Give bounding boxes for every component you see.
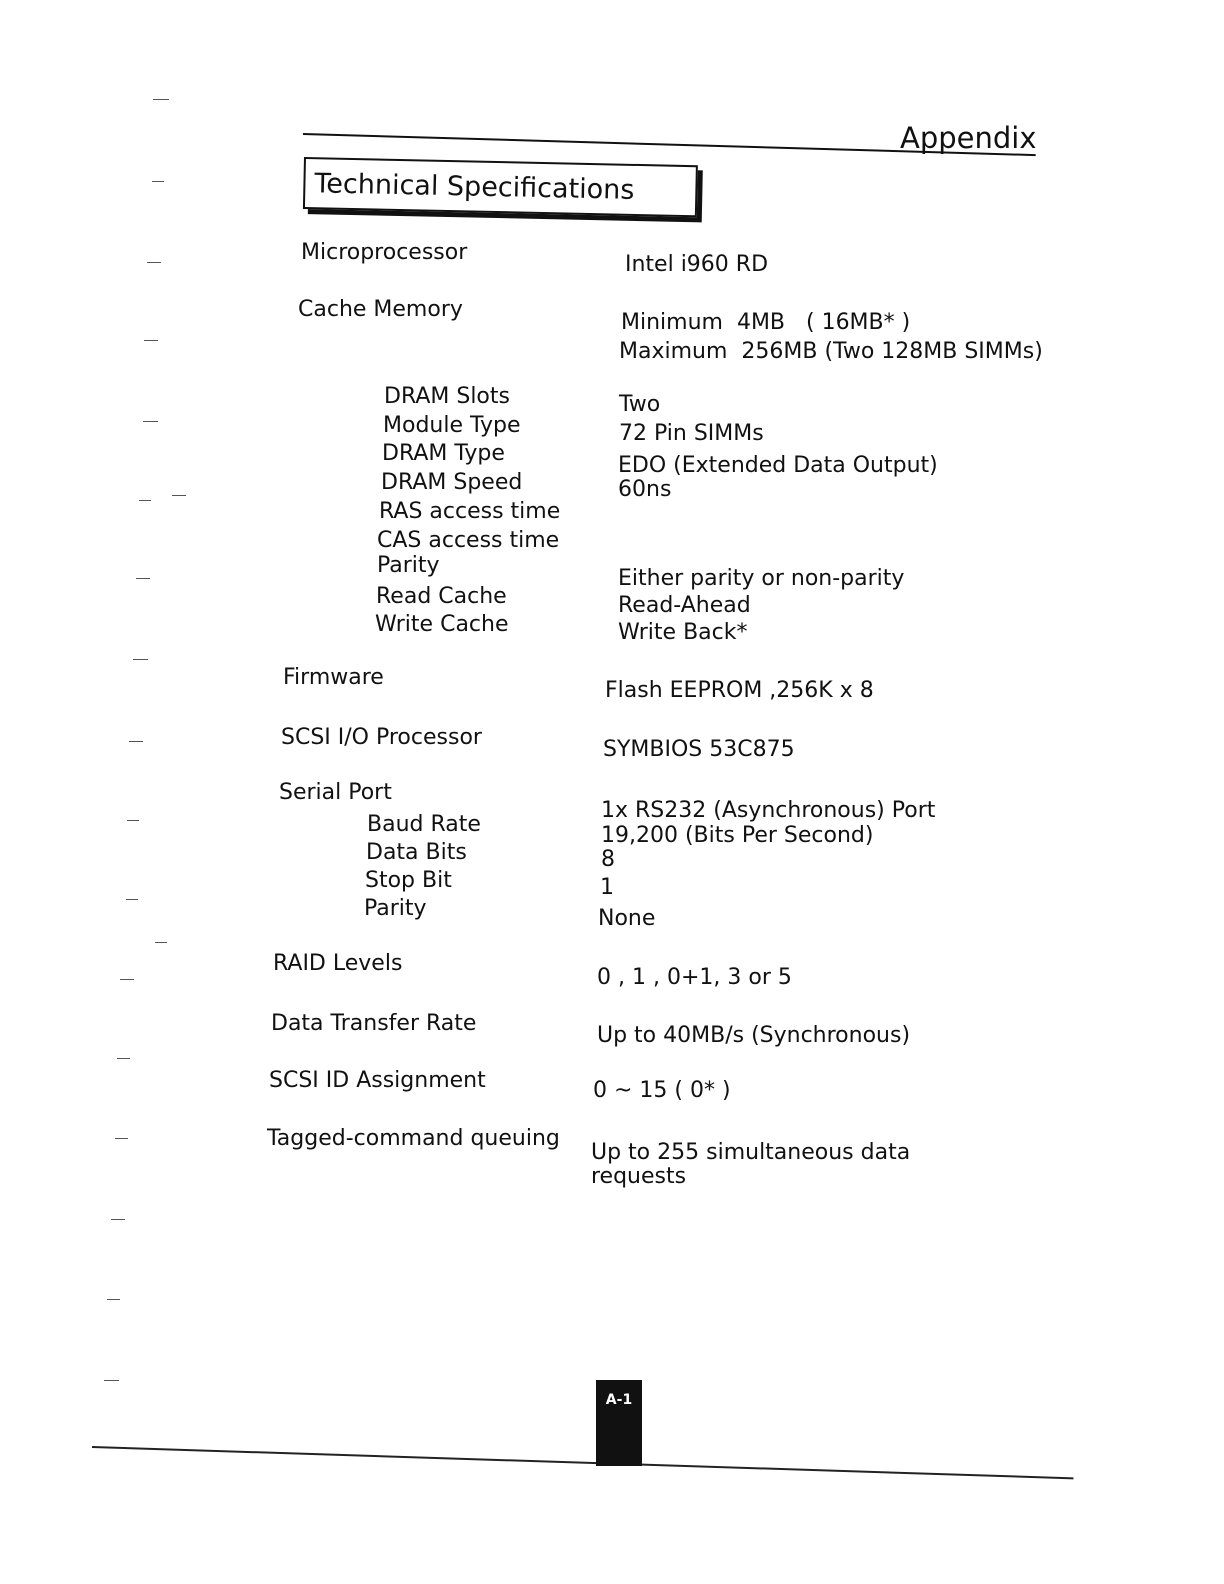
spec-value-serial-parity: None bbox=[598, 906, 656, 931]
page-number-tab bbox=[596, 1380, 642, 1466]
margin-mark bbox=[111, 1219, 125, 1220]
spec-label-raid-levels: RAID Levels bbox=[273, 951, 403, 976]
spec-value-dram-type: EDO (Extended Data Output) bbox=[618, 453, 938, 478]
spec-value-tagged-queuing-line1: Up to 255 simultaneous data bbox=[591, 1140, 911, 1165]
margin-mark bbox=[107, 1299, 120, 1300]
spec-value-firmware: Flash EEPROM ,256K x 8 bbox=[605, 678, 874, 703]
spec-value-read-cache: Read-Ahead bbox=[618, 593, 751, 618]
spec-label-write-cache: Write Cache bbox=[375, 612, 509, 637]
margin-mark bbox=[126, 899, 138, 900]
page-number: A-1 bbox=[605, 1392, 633, 1408]
margin-mark bbox=[127, 820, 139, 821]
page-title: Technical Specifications bbox=[314, 168, 635, 206]
margin-mark bbox=[117, 1058, 130, 1059]
margin-mark bbox=[144, 340, 158, 341]
footer-rule bbox=[92, 1446, 1074, 1479]
margin-mark bbox=[120, 979, 134, 980]
margin-mark bbox=[143, 421, 158, 422]
spec-label-cache-parity: Parity bbox=[377, 553, 440, 578]
spec-value-stop-bit: 1 bbox=[600, 875, 614, 900]
margin-mark bbox=[155, 942, 167, 943]
margin-mark bbox=[152, 181, 164, 182]
spec-label-microprocessor: Microprocessor bbox=[301, 240, 468, 265]
spec-label-serial-port: Serial Port bbox=[279, 780, 392, 805]
spec-label-dram-speed: DRAM Speed bbox=[381, 470, 523, 495]
spec-label-tagged-queuing: Tagged-command queuing bbox=[267, 1126, 560, 1151]
margin-mark bbox=[147, 262, 161, 263]
spec-label-cache-memory: Cache Memory bbox=[298, 297, 463, 322]
spec-label-firmware: Firmware bbox=[283, 665, 384, 690]
spec-value-raid-levels: 0 , 1 , 0+1, 3 or 5 bbox=[597, 965, 792, 990]
spec-label-stop-bit: Stop Bit bbox=[365, 868, 452, 893]
spec-label-dram-type: DRAM Type bbox=[382, 441, 505, 466]
spec-value-module-type: 72 Pin SIMMs bbox=[619, 421, 764, 446]
spec-value-serial-port: 1x RS232 (Asynchronous) Port bbox=[601, 798, 936, 823]
margin-mark bbox=[136, 578, 150, 579]
spec-label-data-bits: Data Bits bbox=[366, 840, 467, 865]
margin-mark bbox=[104, 1380, 119, 1381]
margin-mark bbox=[115, 1138, 128, 1139]
spec-value-baud-rate: 19,200 (Bits Per Second) bbox=[601, 823, 874, 848]
spec-value-dram-speed: 60ns bbox=[618, 477, 672, 502]
spec-label-serial-parity: Parity bbox=[364, 896, 427, 921]
margin-mark bbox=[129, 741, 143, 742]
spec-value-cache-min: Minimum 4MB ( 16MB* ) bbox=[621, 310, 911, 335]
spec-value-transfer-rate: Up to 40MB/s (Synchronous) bbox=[597, 1023, 911, 1048]
spec-label-module-type: Module Type bbox=[383, 413, 521, 438]
spec-label-scsi-io: SCSI I/O Processor bbox=[281, 725, 482, 750]
spec-label-cas-access: CAS access time bbox=[377, 528, 560, 553]
spec-label-ras-access: RAS access time bbox=[379, 499, 561, 524]
margin-mark bbox=[153, 99, 169, 100]
margin-mark bbox=[172, 495, 186, 496]
spec-value-cache-parity: Either parity or non-parity bbox=[618, 566, 905, 591]
margin-mark bbox=[139, 500, 151, 501]
spec-value-scsi-id: 0 ~ 15 ( 0* ) bbox=[593, 1078, 731, 1103]
spec-value-dram-slots: Two bbox=[619, 392, 661, 417]
spec-label-baud-rate: Baud Rate bbox=[367, 812, 481, 837]
spec-value-write-cache: Write Back* bbox=[618, 620, 748, 645]
spec-label-transfer-rate: Data Transfer Rate bbox=[271, 1011, 477, 1036]
spec-value-tagged-queuing-line2: requests bbox=[591, 1164, 687, 1189]
spec-value-microprocessor: Intel i960 RD bbox=[625, 252, 769, 277]
spec-value-cache-max: Maximum 256MB (Two 128MB SIMMs) bbox=[619, 339, 1043, 364]
title-box bbox=[303, 157, 698, 217]
spec-value-data-bits: 8 bbox=[601, 847, 615, 872]
margin-mark bbox=[133, 659, 148, 660]
spec-value-scsi-io: SYMBIOS 53C875 bbox=[603, 737, 795, 762]
spec-label-read-cache: Read Cache bbox=[376, 584, 507, 609]
spec-label-scsi-id: SCSI ID Assignment bbox=[269, 1068, 486, 1093]
section-label: Appendix bbox=[900, 121, 1037, 155]
spec-label-dram-slots: DRAM Slots bbox=[384, 384, 510, 409]
